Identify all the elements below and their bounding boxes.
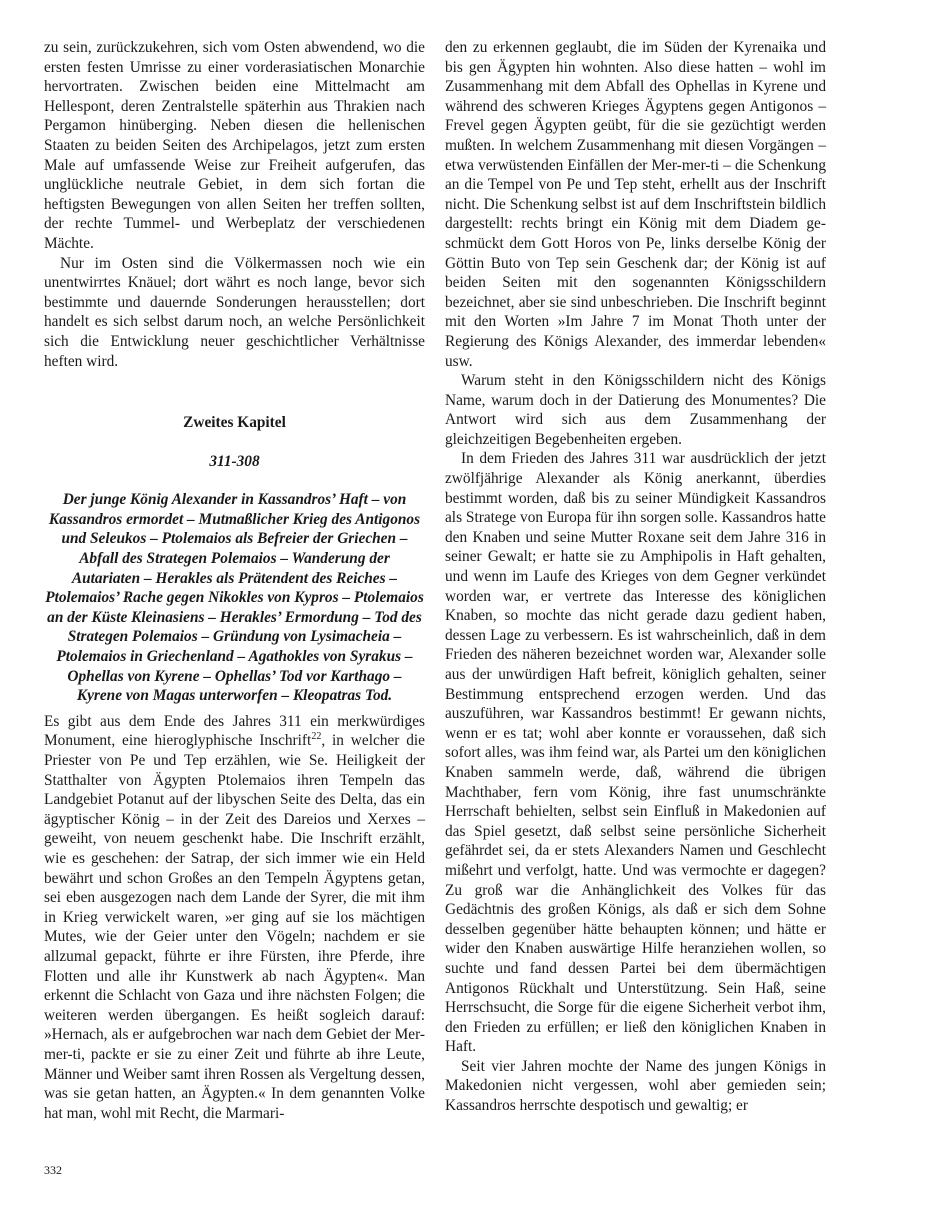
intro-paragraph-2: Nur im Osten sind die Völkermassen noch wie ein unentwirrtes Knäuel; dort währt es noch lange, bevor sich bestimmte und dauernde Sonderungen herausstellen; dort handelt es sich selbst darum noch, an welche Persönlichkeit sich die Entwicklung neuer geschichtlicher Verhältnisse heften wird. xyxy=(44,254,425,370)
chapter-summary: Der junge König Alexander in Kassandros’ Haft – von Kassandros ermordet – Mutmaßlicher Krieg des Antigonos und Seleukos – Ptolemaios als Befreier der Griechen – Abfall des Strategen Polemaios – Wanderung der Autariaten – Herakles als Prätendent des Reiches – Ptolemaios’ Rache gegen Nikokles von Kypros – Ptolemaios an der Küste Kleinasiens – Herakles’ Ermordung – Tod des Strategen Polemaios – Gründung von Lysimacheia – Ptolemaios in Griechenland – Agathokles von Syrakus – Ophellas von Kyrene – Ophellas’ Tod vor Karthago – Kyrene von Magas unterworfen – Kleopatras Tod. xyxy=(45,491,424,705)
chapter-title: Zweites Kapitel xyxy=(183,414,286,432)
chapter-body-paragraph xyxy=(44,712,425,1123)
left-column xyxy=(44,38,425,1123)
right-paragraph-2: Warum steht in den Königsschildern nicht des Königs Name, warum doch in der Datierung des Monumentes? Die Antwort wird sich aus dem Zusammenhang der gleichzeitigen Begebenheiten ergeben. xyxy=(445,372,826,448)
intro-paragraph-1: zu sein, zurückzukehren, sich vom Osten abwendend, wo die ersten festen Umrisse zu einer vorderasiatischen Monarchie hervortraten. Zwischen beiden eine Mittelmacht am Hellespont, deren Zentralstelle späterhin aus Thrakien nach Pergamon hinüberging. Neben diesen die hellenischen Staaten zu beiden Seiten des Archipelagos, jetzt zum ersten Male auf umfassende Weise zur Freiheit aufgerufen, das unglückliche neutrale Gebiet, in dem sich fortan die heftigsten Bewegungen von allen Seiten her treffen sollten, der rechte Tummel- und Werbeplatz der verschiedenen Mächte. xyxy=(44,39,425,252)
right-column xyxy=(445,38,826,1116)
footnote-marker[interactable]: 22 xyxy=(311,731,322,743)
body-text-before-footnote: Es gibt aus dem Ende des Jahres 311 ein merkwürdiges Monument, eine hieroglyphische Inschrift xyxy=(44,712,425,750)
right-paragraph-4: Seit vier Jahren mochte der Name des jungen Königs in Makedonien nicht vergessen, wohl aber gemieden sein; Kassandros herrschte despotisch und gewaltig; er xyxy=(445,1057,826,1115)
right-paragraph-1: den zu erkennen geglaubt, die im Süden der Kyrenaika und bis gen Ägypten hin wohnten. Also diese hatten – wohl im Zusammenhang mit dem Abfall des Ophellas in Kyrene und während des schweren Krieges Ägyptens gegen Antigonos – Frevel gegen Ägypten geübt, für die sie gezüchtigt werden mußten. In welchem Zusammenhang mit diesen Vorgängen – etwa verwüstenden Einfällen der Mer-mer-ti – die Schenkung an die Tempel von Pe und Tep steht, erhellt aus der Inschrift nicht. Die Schenkung selbst ist auf dem Inschriftstein bildlich dargestellt: rechts bringt ein König mit dem Diadem geschmückt dem Gott Horos von Pe, links derselbe König der Göttin Buto von Tep sein Geschenk dar; der König ist auf beiden Seiten mit den sogenannten Königsschildern bezeichnet, aber sie sind unbeschrieben. Die Inschrift beginnt mit den Worten »Im Jahre 7 im Monat Thoth unter der Regierung des Königs Alexander, des immerdar lebenden« usw. xyxy=(445,39,826,370)
page-number: 332 xyxy=(44,1163,62,1177)
body-text-after-footnote: , in welcher die Priester von Pe und Tep erzählen, wie Se. Heiligkeit der Statthalter von Ägypten Ptolemaios ihren Tempeln das Landgebiet Potanut auf der libyschen Seite des Delta, das ein ägyptischer König – in der Zeit des Dareios und Xerxes – geweiht, von neuem geschenkt habe. Die Inschrift erzählt, wie es geschehen: der Satrap, der sich immer wie ein Held bewährt und schon Großes an den Tempeln Ägyptens getan, sei eben ausgezogen nach dem Lande der Syrer, die mit ihm in Krieg verwickelt waren, »er ging auf sie los mächtigen Mutes, wie der Geier unter den Vögeln; nachdem er sie allzumal gepackt, führte er ihre Fürsten, ihre Pferde, ihre Flotten und alle ihr Kunstwerk ab nach Ägypten«. Man erkennt die Schlacht von Gaza und ihre nächsten Folgen; die weiteren werden übergangen. Es heißt sogleich darauf: »Hernach, als er aufgebrochen war nach dem Gebiet der Mer-mer-ti, packte er sie zu einer Zeit und führte ab ihre Leute, Männer und Weiber samt ihren Rossen als Vergeltung dessen, was sie getan hatten, an Ägypten.« In dem genannten Volke hat man, wohl mit Recht, die Marmari- xyxy=(44,732,425,1122)
right-paragraph-3: In dem Frieden des Jahres 311 war ausdrücklich der jetzt zwölfjährige Alexander als König anerkannt, überdies bestimmt worden, daß bis zu seiner Mündigkeit Kassandros als Stratege von Europa für ihn sorgen solle. Kassandros hatte den Knaben und seine Mutter Roxane seit dem Jahre 316 in seiner Gewalt; er hatte sie zu Amphipolis in Haft gehalten, und wenn im Laufe des Krieges von dem Gegner verkündet worden war, er vertrete das Interesse des königlichen Knaben, so mochte das nicht gerade dazu gedient haben, dessen Lage zu verbessern. Es ist wahrscheinlich, daß in dem Frieden des näheren bezeichnet worden war, Alexander solle aus der unwürdigen Haft befreit, königlich gehalten, seiner Bestimmung entsprechend erzogen werden. Und das auszuführen, war Kassandros bestimmt! Er gewann nichts, wenn er es tat; wohl aber konnte er voraussehen, daß sich sofort alles, was ihm feind war, als Partei um den königlichen Knaben sammeln werde, daß, während die übrigen Machthaber, fern vom König, ihre fast unumschränkte Herrschaft behielten, selbst sein Einfluß in Makedonien auf das Spiel gesetzt, daß selbst seine persönliche Sicherheit gefährdet sei, da er stets Alexanders Namen und Geschlecht mißehrt und verfolgt, hatte. Und was vermochte er dagegen? Zu groß war die Anhänglichkeit des Volkes für das Gedächtnis des großen Königs, als daß er sich dem Sohne desselben gegenüber hätte behaupten können; und hätte er wider den Knaben auswärtige Hilfe heranziehen wollen, so suchte und fand dessen Partei bei dem übermächtigen Antigonos Rückhalt und Unterstützung. Sein Haß, seine Herrschsucht, die Sorge für die eigene Sicherheit verbot ihm, den Frieden zu erfüllen; er ließ den königlichen Knaben in Haft. xyxy=(445,450,826,1056)
chapter-years: 311-308 xyxy=(209,452,260,470)
